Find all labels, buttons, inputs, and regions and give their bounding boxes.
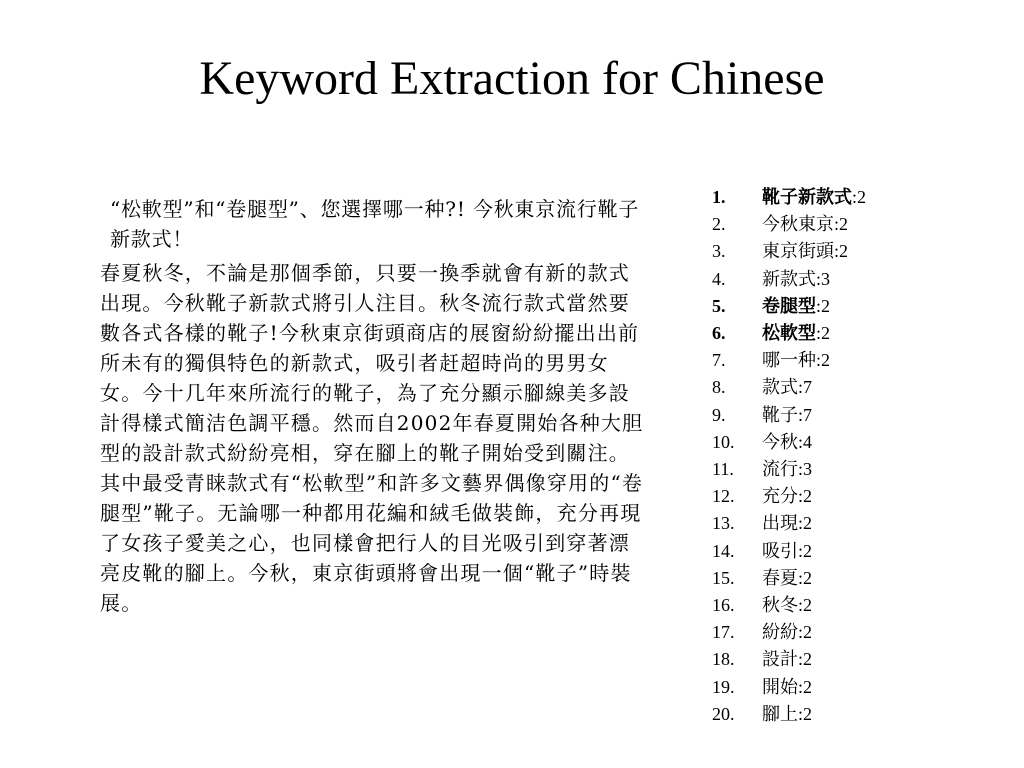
- keyword-rank: 7.: [712, 350, 726, 371]
- keyword-rank: 9.: [712, 404, 726, 425]
- keyword-entry: [762, 619, 812, 646]
- keyword-rank: 6.: [712, 323, 726, 344]
- keyword-entry: [762, 374, 812, 401]
- keyword-term: 秋冬: [762, 595, 798, 616]
- keyword-item: [712, 592, 1012, 619]
- keyword-rank: 13.: [712, 513, 735, 534]
- keyword-count: :2: [798, 622, 813, 643]
- keyword-list: [712, 184, 1012, 728]
- keyword-count: :2: [798, 540, 813, 561]
- keyword-rank: 5.: [712, 295, 726, 316]
- keyword-rank: 4.: [712, 268, 726, 289]
- keyword-item: [712, 429, 1012, 456]
- keyword-term: 靴子新款式: [762, 187, 852, 207]
- keyword-rank: 1.: [712, 187, 726, 207]
- keyword-count: :4: [798, 431, 813, 452]
- keyword-item: [712, 646, 1012, 673]
- keyword-term: 吸引: [762, 540, 798, 561]
- keyword-term: 設計: [762, 649, 798, 670]
- keyword-term: 新款式: [762, 268, 816, 289]
- keyword-rank: 19.: [712, 676, 735, 697]
- keyword-rank: 12.: [712, 486, 735, 507]
- keyword-count: :7: [798, 404, 813, 425]
- keyword-term: 靴子: [762, 404, 798, 425]
- keyword-item: [712, 483, 1012, 510]
- keyword-item: [712, 266, 1012, 293]
- keyword-entry: [762, 402, 812, 429]
- keyword-entry: [762, 266, 830, 293]
- keyword-rank: 11.: [712, 459, 734, 480]
- keyword-term: 今秋東京: [762, 214, 834, 235]
- article-headline: “松軟型”和“卷腿型”、您選擇哪一种?! 今秋東京流行靴子新款式！: [110, 197, 640, 251]
- keyword-count: :3: [798, 459, 813, 480]
- keyword-rank: 15.: [712, 567, 735, 588]
- keyword-term: 卷腿型: [762, 295, 816, 316]
- keyword-entry: [762, 293, 830, 320]
- keyword-entry: [762, 347, 830, 374]
- keyword-count: :2: [834, 214, 849, 235]
- article-body: 春夏秋冬，不論是那個季節，只要一換季就會有新的款式出現。今秋靴子新款式將引人注目。秋冬流行款式當然要數各式各樣的靴子!今秋東京街頭商店的展窗紛紛擺出出前所未有的獨俱特色的新款式，吸引者赶超時尚的男男女女。今十几年來所流行的靴子，為了充分顯示腳線美多設計得樣式簡洁色調平穩。然而自2002年春夏開始各种大胆型的設計款式紛紛亮相，穿在腳上的靴子開始受到關注。其中最受青睐款式有“松軟型”和許多文藝界偶像穿用的“卷腿型”靴子。无論哪一种都用花編和絨毛做裝飾，充分再現了女孩子愛美之心，也同樣會把行人的目光吸引到穿著漂亮皮靴的腳上。今秋，東京街頭將會出現一個“靴子”時裝展。: [100, 261, 644, 615]
- keyword-rank: 2.: [712, 214, 726, 235]
- keyword-entry: [762, 456, 812, 483]
- keyword-count: :2: [798, 703, 813, 724]
- keyword-term: 開始: [762, 676, 798, 697]
- article-text: [100, 194, 645, 618]
- keyword-item: [712, 538, 1012, 565]
- keyword-item: [712, 456, 1012, 483]
- keyword-item: [712, 238, 1012, 265]
- keyword-entry: [762, 674, 812, 701]
- keyword-entry: [762, 538, 812, 565]
- keyword-entry: [762, 592, 812, 619]
- keyword-item: [712, 565, 1012, 592]
- keyword-item: [712, 184, 1012, 211]
- keyword-rank: 8.: [712, 377, 726, 398]
- keyword-count: :7: [798, 377, 813, 398]
- keyword-rank: 16.: [712, 595, 735, 616]
- keyword-entry: [762, 565, 812, 592]
- keyword-entry: [762, 211, 848, 238]
- keyword-item: [712, 701, 1012, 728]
- keyword-term: 充分: [762, 486, 798, 507]
- keyword-count: :2: [798, 567, 813, 588]
- keyword-count: :2: [798, 486, 813, 507]
- keyword-term: 哪一种: [762, 350, 816, 371]
- keyword-rank: 10.: [712, 431, 735, 452]
- keyword-term: 腳上: [762, 703, 798, 724]
- keyword-item: [712, 619, 1012, 646]
- keyword-rank: 20.: [712, 703, 735, 724]
- keyword-count: :2: [798, 595, 813, 616]
- keyword-term: 東京街頭: [762, 241, 834, 262]
- keyword-term: 紛紛: [762, 622, 798, 643]
- keyword-count: :2: [798, 676, 813, 697]
- keyword-count: :2: [798, 513, 813, 534]
- keyword-item: [712, 347, 1012, 374]
- keyword-item: [712, 211, 1012, 238]
- keyword-term: 流行: [762, 459, 798, 480]
- keyword-term: 款式: [762, 377, 798, 398]
- keyword-rank: 18.: [712, 649, 735, 670]
- keyword-term: 松軟型: [762, 323, 816, 344]
- keyword-term: 春夏: [762, 567, 798, 588]
- keyword-item: [712, 293, 1012, 320]
- keyword-entry: [762, 238, 848, 265]
- slide-title: Keyword Extraction for Chinese: [199, 52, 825, 105]
- keyword-term: 今秋: [762, 431, 798, 452]
- keyword-item: [712, 510, 1012, 537]
- keyword-count: :2: [852, 187, 867, 207]
- keyword-count: :2: [834, 241, 849, 262]
- keyword-rank: 14.: [712, 540, 735, 561]
- keyword-count: :2: [816, 295, 831, 316]
- keyword-rank: 3.: [712, 241, 726, 262]
- keyword-item: [712, 402, 1012, 429]
- keyword-entry: [762, 483, 812, 510]
- keyword-term: 出現: [762, 513, 798, 534]
- keyword-entry: [762, 646, 812, 673]
- keyword-entry: [762, 320, 830, 347]
- keyword-rank: 17.: [712, 622, 735, 643]
- keyword-count: :3: [816, 268, 831, 289]
- keyword-entry: [762, 184, 866, 211]
- keyword-entry: [762, 429, 812, 456]
- keyword-count: :2: [798, 649, 813, 670]
- keyword-item: [712, 320, 1012, 347]
- keyword-entry: [762, 510, 812, 537]
- keyword-item: [712, 674, 1012, 701]
- keyword-count: :2: [816, 323, 831, 344]
- keyword-entry: [762, 701, 812, 728]
- keyword-item: [712, 374, 1012, 401]
- keyword-count: :2: [816, 350, 831, 371]
